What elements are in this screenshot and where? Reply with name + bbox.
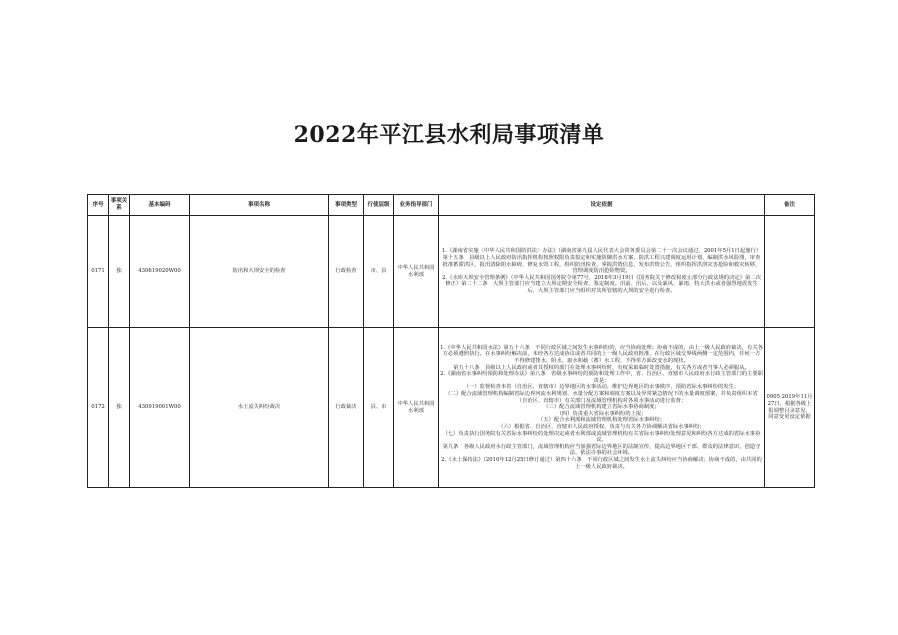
item-table	[87, 194, 815, 488]
basis-paragraph: 2.《湖南省水事纠纷预防和处理办法》第八条 省级水事纠纷的预防和处理工作中，省、自治区、直辖市人民政府水行政主管部门的主要职责是：	[440, 371, 763, 384]
cell-level: 市、县	[364, 216, 394, 328]
basis-paragraph: 第五十八条 县级以上人民政府或者其授权的部门在处理水事纠纷时，有权采取临时处置措施，有关各方或者当事人必须服从。	[453, 364, 750, 371]
basis-paragraph: （三）配合流域管理机构建立省际水事协商制度；	[543, 404, 660, 411]
cell-note	[765, 216, 815, 328]
cell-relation: 独	[109, 328, 130, 488]
basis-paragraph: 1.《湖南省实施〈中华人民共和国防洪法〉办法》（湖南省第九届人民代表大会常务委员会第二十一次会议通过，2001年5月1日起施行）第十五条 县级以上人民政府防汛指挥机构按照权限负责拟定和实施防御洪水方案、防洪工程兴建调度运用计划，编制洪水风险图，审查批准蓄滞洪区、报汛清除阻水障碍，修复水毁工程，组织防汛检查，掌握洪情信息，发布洪情公告，组织指挥洪涝灾害抢险和救灾转移，管理调度防汛抢险物资。	[441, 248, 762, 275]
header-name: 事项名称	[190, 195, 329, 216]
header-relation: 事项关系	[109, 195, 130, 216]
basis-paragraph: （一）监督检查本省（自治区、直辖市）边界地区的水事活动，维护边界地区的水事秩序，预防省际水事纠纷的发生；	[463, 384, 740, 391]
basis-paragraph: 2.《水库大坝安全管理条例》（中华人民共和国国务院令第77号，2018年3月19日《国务院关于修改和废止部分行政法规的决定》第二次修正）第二十二条 大坝主管部门应当建立大坝定期安全检查、鉴定制度。汛前、汛后，以及暴风、暴雨、特大洪水或者强烈地震发生后，大坝主管部门应当组织对其所管辖的大坝的安全进行检查。	[442, 274, 761, 294]
header-type: 事项类型	[329, 195, 364, 216]
header-level: 行使层级	[364, 195, 394, 216]
cell-code: 430919001W00	[130, 328, 190, 488]
table-header-row	[88, 195, 815, 216]
basis-paragraph: （二）配合流域管理机构编制省际边界河流水利规划、水量分配方案和调度方案以及异常紧急情况下的水量调度预案，并负责组织本省（自治区、直辖市）有关部门及流域管理机构对各项水事活动进行监督；	[445, 391, 758, 404]
basis-paragraph: 2.《水土保持法》（2010年12月25日修订通过）第四十六条 不同行政区域之间发生水土流失纠纷应当协商解决；协商不成的，由共同的上一级人民政府裁决。	[441, 456, 762, 470]
cell-index: 0171	[88, 216, 109, 328]
table-row	[88, 216, 815, 328]
page-title: 2022年平江县水利局事项清单	[293, 122, 605, 148]
table-row	[88, 328, 815, 488]
header-code: 基本编码	[130, 195, 190, 216]
basis-paragraph: （七）负责执行国务院有关省际水事纠纷的处理决定或者水利部或流域管理机构有关省际水事纠纷处理意见和纠纷各方达成的省际水事协议。	[442, 430, 761, 444]
cell-dept: 中华人民共和国水利部	[394, 216, 439, 328]
cell-type: 行政检查	[329, 216, 364, 328]
cell-type: 行政裁决	[329, 328, 364, 488]
cell-level: 县、市	[364, 328, 394, 488]
cell-basis	[439, 216, 765, 328]
basis-paragraph: 第九条 各级人民政府水行政主管部门，流域管理机构应当加强省际边界地区的法制宣传，提高边界地区干部、群众的法律意识，创造守法、依法办事的社会环境。	[442, 443, 761, 457]
basis-paragraph: 1.《中华人民共和国水法》第五十六条 不同行政区域之间发生水事纠纷的，应当协商处理；协商不成的，由上一级人民政府裁决，有关各方必须遵照执行。在水事纠纷解决前，未经各方达成协议或者共同的上一级人民政府批准，在行政区域交界线两侧一定范围内，任何一方不得修建排水、阻水、取水和截（蓄）水工程，不得单方面改变水的现状。	[440, 344, 763, 365]
basis-paragraph: （四）负责重大省际水事纠纷的上报；	[556, 410, 647, 417]
basis-paragraph: （六）根据省、自治区、直辖市人民政府授权，负责与有关各方协调解决省际水事纠纷；	[498, 423, 705, 430]
header-dept: 业务指导部门	[394, 195, 439, 216]
cell-name: 防汛和大坝安全的检查	[190, 216, 329, 328]
cell-index: 0172	[88, 328, 109, 488]
cell-note: 0905 2019年11月27日，根据各级上报调整目录意见，同意变更设定依据	[765, 328, 815, 488]
cell-code: 430619020W00	[130, 216, 190, 328]
cell-dept: 中华人民共和国水利部	[394, 328, 439, 488]
header-note: 备注	[765, 195, 815, 216]
header-index: 序号	[88, 195, 109, 216]
basis-paragraph: （五）配合水利部和流域管理机构处理省际水事纠纷；	[537, 417, 666, 424]
cell-name: 水土流失纠纷裁决	[190, 328, 329, 488]
cell-basis	[439, 328, 765, 488]
cell-relation: 独	[109, 216, 130, 328]
header-basis: 设定依据	[439, 195, 765, 216]
